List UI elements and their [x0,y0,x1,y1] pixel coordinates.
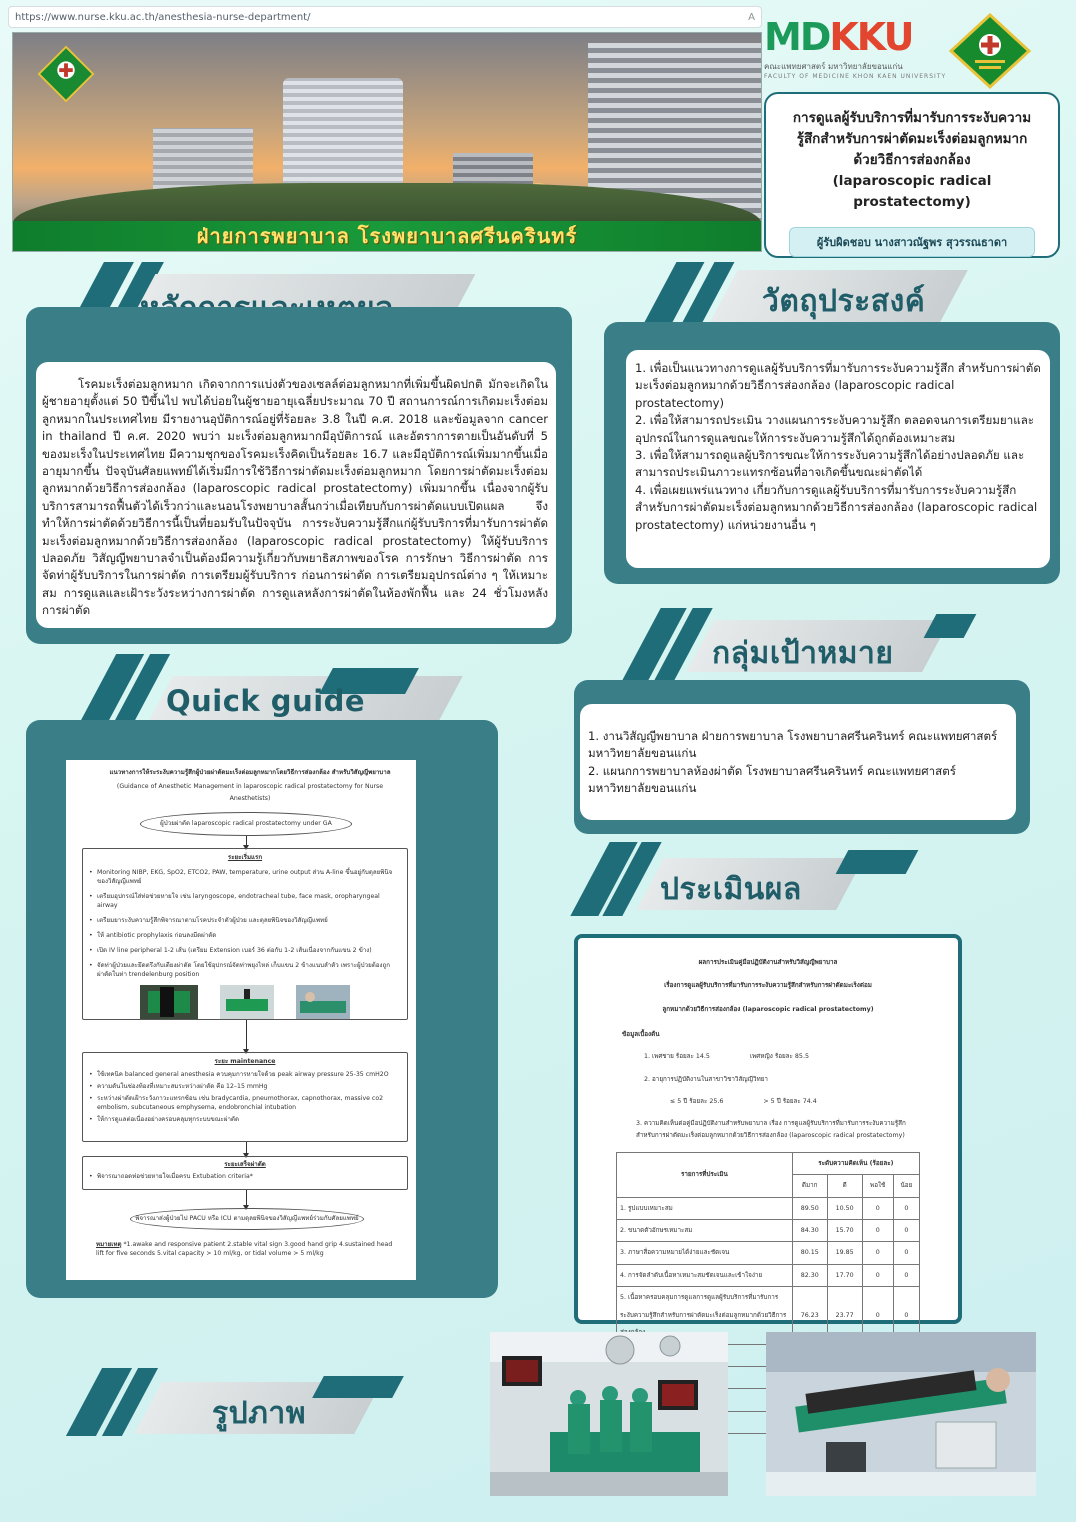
logo-mark-kku: KKU [829,15,913,59]
qg-end-heading: ระยะเสร็จผ่าตัด [224,1161,266,1168]
eval-row-value: 0 [862,1242,893,1264]
qg-photo-positioning [140,985,198,1019]
qg-note [96,1240,396,1258]
qg-note-text: *1.awake and responsive patient 2.stable vital sign 3.good hand grip 4.sustained head lift for five seconds 5.vital capacity > 10 ml/kg, or tidal volume > 5 ml/kg [96,1241,393,1257]
section-heading-objectives: วัตถุประสงค์ [762,284,926,319]
md-kku-logo [764,15,947,80]
qg-final-node: พิจารณาส่งผู้ป่วยไป PACU หรือ ICU ตามดุลยพินิจของวิสัญญีแพทย์ร่วมกับศัลยแพทย์ [130,1208,364,1230]
header-stripe [836,850,919,874]
eval-row-value: 84.30 [792,1220,827,1242]
hero-banner-text: ฝ่ายการพยาบาล โรงพยาบาลศรีนครินทร์ [196,224,578,248]
target-item: 1. งานวิสัญญีพยาบาล ฝ่ายการพยาบาล โรงพยาบาลศรีนครินทร์ คณะแพทยศาสตร์ มหาวิทยาลัยขอนแก่น [588,729,998,761]
eval-basic-years [670,1093,920,1110]
objective-item: 4. เพื่อเผยแพร่แนวทาง เกี่ยวกับการดูแลผู้รับบริการที่มารับการระงับความรู้สึกสำหรับการผ่าตัดมะเร็งต่อมลูกหมากด้วยวิธีการส่องกล้อง (laparoscopic radical prostatectomy) แก่หน่วยงานอื่น ๆ [635,482,1038,532]
eval-row [617,1242,920,1264]
quickguide-flowchart [66,760,416,1280]
qg-title-th: แนวทางการให้ระระงับความรู้สึกผู้ป่วยผ่าตัดมะเร็งต่อมลูกหมากโดยวิธีการส่องกล้อง สำหรับวิสัญญีพยาบาล [109,769,391,776]
eval-row-value: 0 [893,1220,919,1242]
hero-hospital-photo [12,32,762,252]
eval-row-item: 2. ขนาดตัวอักษรเหมาะสม [617,1220,793,1242]
qg-maintenance-phase [82,1052,408,1142]
title-line: (laparoscopic radical prostatectomy) [832,173,992,210]
eval-row-value: 0 [893,1287,919,1344]
objective-item: 2. เพื่อให้สามารถประเมิน วางแผนการระงับความรู้สึก ตลอดจนการเตรียมยาและอุปกรณ์ในการดูแลขณะให้การระงับความรู้สึกได้ถูกต้องเหมาะสม [635,413,1035,445]
eval-row-value: 10.50 [827,1197,862,1219]
eval-col-level: น้อย [893,1175,919,1197]
eval-basic-female: เพศหญิง ร้อยละ 85.5 [749,1052,809,1060]
eval-col-level: พอใช้ [862,1175,893,1197]
eval-row-value: 23.77 [827,1287,862,1344]
qg-pre-item: • จัดท่าผู้ป่วยและยึดตรึงกับเตียงผ่าตัด โดยใช้อุปกรณ์จัดท่าพยุงไหล่ เก็บแขน 2 ข้างแนบลำตัว เพราะผู้ป่วยต้องถูกผ่าตัดในท่า trendelenburg position [89,961,401,979]
header-stripe [924,614,977,638]
eval-col-level: ดีมาก [792,1175,827,1197]
eval-basic-le5: ≤ 5 ปี ร้อยละ 25.6 [670,1098,724,1106]
qg-maint-item: • ความดันในช่องท้องที่เหมาะสมระหว่างผ่าตัด คือ 12–15 mmHg [89,1082,401,1091]
qg-pre-phase [82,848,408,1020]
qg-pre-heading: ระยะเริ่มแรก [227,854,263,861]
title-line: รู้สึกสำหรับการผ่าตัดมะเร็งต่อมลูกหมาก [796,131,1028,147]
eval-row-item: 5. เนื้อหาครอบคลุมการดูแลการดูแลผู้รับบริการที่มารับการระงับความรู้สึกสำหรับการผ่าตัดมะเร็งต่อมลูกหมากด้วยวิธีการ [617,1287,793,1344]
qg-end-phase [82,1156,408,1190]
eval-row-value: 0 [862,1264,893,1286]
section-heading-photos: รูปภาพ [212,1396,307,1431]
eval-row-value: 76.23 [792,1287,827,1344]
eval-basic-heading: ข้อมูลเบื้องต้น [622,1031,660,1039]
section-heading-evaluation: ประเมินผล [660,872,802,907]
hospital-logo-icon [37,45,95,103]
eval-basic-gender [644,1048,920,1065]
title-card [764,92,1060,258]
qg-maint-heading: ระยะ maintenance [214,1058,276,1065]
eval-row-value: 0 [862,1197,893,1219]
eval-title: เรื่องการดูแลผู้รับบริการที่มารับการระงับความรู้สึกสำหรับการผ่าตัดมะเร็งต่อม [664,982,872,990]
target-item: 2. แผนกการพยาบาลห้องผ่าตัด โรงพยาบาลศรีนครินทร์ คณะแพทยศาสตร์ มหาวิทยาลัยขอนแก่น [588,763,956,796]
eval-col-group: ระดับความคิดเห็น (ร้อยละ) [792,1152,919,1174]
eval-row-value: 80.15 [792,1242,827,1264]
photo-operating-room [490,1332,728,1496]
eval-basic-experience: 2. อายุการปฏิบัติงานในสาขาวิชาวิสัญญีวิทยา [644,1076,768,1084]
evaluation-report [614,946,922,1319]
reader-mode-icon[interactable]: A [748,11,755,23]
srinagarind-hospital-logo-icon [948,12,1032,90]
eval-basic-opinion: 3. ความคิดเห็นต่อคู่มือปฏิบัติงานสำหรับพยาบาล เรื่อง การดูแลผู้รับบริการที่มารับการระงับความรู้สึกสำหรับการผ่าตัดมะเร็งต่อมลูกหมากด้วยวิธีการส่องกล้อง (laparoscopic radical prostatectomy) [636,1119,906,1139]
responsible-person: ผู้รับผิดชอบ นางสาวณัฐพร สุวรรณธาดา [789,227,1035,257]
title-line: การดูแลผู้รับบริการที่มารับการระงับความ [792,110,1032,126]
eval-row [617,1220,920,1242]
qg-arrow [246,1142,247,1154]
qg-title-en: (Guidance of Anesthetic Management in laparoscopic radical prostatectomy for Nurse [116,783,384,790]
rationale-box [36,362,556,628]
eval-row [617,1197,920,1219]
objective-item: 3. เพื่อให้สามารถดูแลผู้บริการขณะให้การระงับความรู้สึกได้อย่างปลอดภัย และสามารถประเมินภาวะแทรกซ้อนที่อาจเกิดขึ้นขณะผ่าตัดได้ [635,448,1025,480]
qg-pre-item: • เตรียมยาระงับความรู้สึกพิจารณาตามโรคประจำตัวผู้ป่วย และดุลยพินิจของวิสัญญีแพทย์ [89,916,401,925]
eval-title: ผลการประเมินคู่มือปฏิบัติงานสำหรับวิสัญญีพยาบาล [698,959,838,966]
eval-row-value: 0 [893,1197,919,1219]
qg-pre-item: • Monitoring NIBP, EKG, SpO2, ETCO2, PAW, temperature, urine output ส่วน A-line ขึ้นอยู่กับดุลยพินิจของวิสัญญีแพทย์ [89,868,401,886]
header-stripe [312,1376,404,1398]
eval-row-value: 82.30 [792,1264,827,1286]
objective-item: 1. เพื่อเป็นแนวทางการดูแลผู้รับบริการที่มารับการระงับความรู้สึก สำหรับการผ่าตัดมะเร็งต่อมลูกหมากด้วยวิธีการส่องกล้อง (laparoscopic radical prostatectomy) [635,361,1041,410]
qg-start-node: ผู้ป่วยผ่าตัด laparoscopic radical prostatectomy under GA [140,812,352,836]
title-line: ด้วยวิธีการส่องกล้อง [853,152,971,168]
eval-row [617,1264,920,1286]
objectives-box [626,350,1050,568]
qg-end-item: • พิจารณาถอดท่อช่วยหายใจเมื่อครบ Extubation criteria* [89,1172,401,1181]
eval-row-value: 19.85 [827,1242,862,1264]
qg-title-en: Anesthetists) [229,795,271,802]
qg-note-label: หมายเหตุ [96,1241,122,1248]
eval-basic-male: 1. เพศชาย ร้อยละ 14.5 [644,1052,710,1060]
qg-arrow [246,1190,247,1206]
hero-banner [13,221,761,251]
eval-col-item: รายการที่ประเมิน [617,1152,793,1197]
eval-row-item: 1. รูปแบบเหมาะสม [617,1197,793,1219]
photo-patient-positioning [766,1332,1036,1496]
rationale-body: โรคมะเร็งต่อมลูกหมาก เกิดจากการแบ่งตัวของเซลล์ต่อมลูกหมากที่เพิ่มขึ้นผิดปกติ มักจะเกิดในผู้ชายอายุตั้งแต่ 50 ปีขึ้นไป พบได้บ่อยในผู้ชายอายุเฉลี่ยประมาณ 70 ปี สถานการณ์การเกิดมะเร็งต่อมลูกหมากในประเทศไทย มีรายงานอุบัติการณ์อยู่ที่ร้อยละ 3.8 ในปี ค.ศ. 2018 และข้อมูลจาก cancer in thailand ปี ค.ศ. 2020 พบว่า มะเร็งต่อมลูกหมากมีอุบัติการณ์ และอัตราการตายเป็นอันดับที่ 5 ของมะเร็งในประเทศไทย มีความชุกของโรคมะเร็งคิดเป็นร้อยละ 16.7 และมีอุบัติการณ์เพิ่มมากขึ้นเมื่ออายุมากขึ้น ปัจจุบันศัลยแพทย์ได้เริ่มมีการใช้วิธีการผ่าตัดมะเร็งต่อมลูกหมาก โดยการผ่าตัดมะเร็งต่อมลูกหมากด้วยวิธีการส่องกล้อง (laparoscopic radical prostatectomy) เพิ่มมากขึ้น เนื่องจากผู้รับบริการสามารถฟื้นตัวได้เร็วกว่าและนอนโรงพยาบาลสั้นกว่าเมื่อเทียบกับการผ่าตัดแบบเปิดแผล จึงทำให้การผ่าตัดด้วยวิธีการนี้เป็นที่ยอมรับในปัจจุบัน การระงับความรู้สึกแก่ผู้รับบริการที่มารับการผ่าตัดมะเร็งต่อมลูกหมากด้วยวิธีการส่องกล้อง (laparoscopic radical prostatectomy) ให้ผู้รับบริการปลอดภัย วิสัญญีพยาบาลจำเป็นต้องมีความรู้เกี่ยวกับพยาธิสภาพของโรค การรักษา วิธีการผ่าตัด การจัดท่าผู้รับบริการในการผ่าตัด การเตรียมผู้รับบริการ ก่อนการผ่าตัด การเตรียมอุปกรณ์ต่าง ๆ ให้เหมาะสม การดูแลและเฝ้าระวังระหว่างการผ่าตัด การดูแลหลังการผ่าตัดในห้องพักฟื้น และ 24 ชั่วโมงหลังการผ่าตัด [42,377,548,618]
section-heading-quickguide: Quick guide [166,684,366,718]
eval-basic-gt5: > 5 ปี ร้อยละ 74.4 [763,1098,817,1106]
qg-photo-patient-draped [296,985,350,1019]
logo-mark-md: MD [764,15,830,59]
qg-maint-item: • ให้การดูแลต่อเนื่องอย่างครอบคลุมทุกระบบขณะผ่าตัด [89,1115,401,1124]
qg-pre-item: • ให้ antibiotic prophylaxis ก่อนลงมีดผ่าตัด [89,931,401,940]
eval-col-level: ดี [827,1175,862,1197]
eval-row-item: 3. ภาษาสื่อความหมายได้ง่ายและชัดเจน [617,1242,793,1264]
section-heading-target: กลุ่มเป้าหมาย [712,636,894,671]
logo-faculty-en: FACULTY OF MEDICINE KHON KAEN UNIVERSITY [764,73,947,80]
browser-url-bar[interactable] [8,6,762,28]
eval-row-value: 0 [862,1287,893,1344]
url-text: https://www.nurse.kku.ac.th/anesthesia-nurse-department/ [15,11,311,23]
eval-row-value: 17.70 [827,1264,862,1286]
eval-row-value: 89.50 [792,1197,827,1219]
eval-title: ลูกหมากด้วยวิธีการส่องกล้อง (laparoscopic radical prostatectomy) [662,1005,874,1013]
qg-pre-item: • เตรียมอุปกรณ์ใส่ท่อช่วยหายใจ เช่น laryngoscope, endotracheal tube, face mask, oropharyngeal airway [89,892,401,910]
qg-photo-shoulder-support [220,985,274,1019]
eval-row-value: 0 [862,1220,893,1242]
eval-row-value: 15.70 [827,1220,862,1242]
eval-row-value: 0 [893,1264,919,1286]
qg-pre-item: • เปิด IV line peripheral 1-2 เส้น (เตรียม Extension เบอร์ 36 ต่อกับ 1-2 เส้นเนื่องจากกันแขน 2 ข้าง) [89,946,401,955]
logo-faculty-th: คณะแพทยศาสตร์ มหาวิทยาลัยขอนแก่น [764,62,903,71]
qg-arrow [246,836,247,846]
eval-row-item: 4. การจัดลำดับเนื้อหาเหมาะสมชัดเจนและเข้าใจง่าย [617,1264,793,1286]
eval-row-value: 0 [893,1242,919,1264]
qg-arrow [246,1020,247,1050]
target-box [580,704,1016,820]
qg-maint-item: • ใช้เทคนิค balanced general anesthesia ควบคุมการหายใจด้วย peak airway pressure 25-35 cmH2O [89,1070,401,1079]
qg-maint-item: • ระหว่างผ่าตัดเฝ้าระวังภาวะแทรกซ้อน เช่น bradycardia, pneumothorax, capnothorax, massive co2 embolism, subcutaneous emphysema, endobronchial intubation [89,1094,401,1112]
